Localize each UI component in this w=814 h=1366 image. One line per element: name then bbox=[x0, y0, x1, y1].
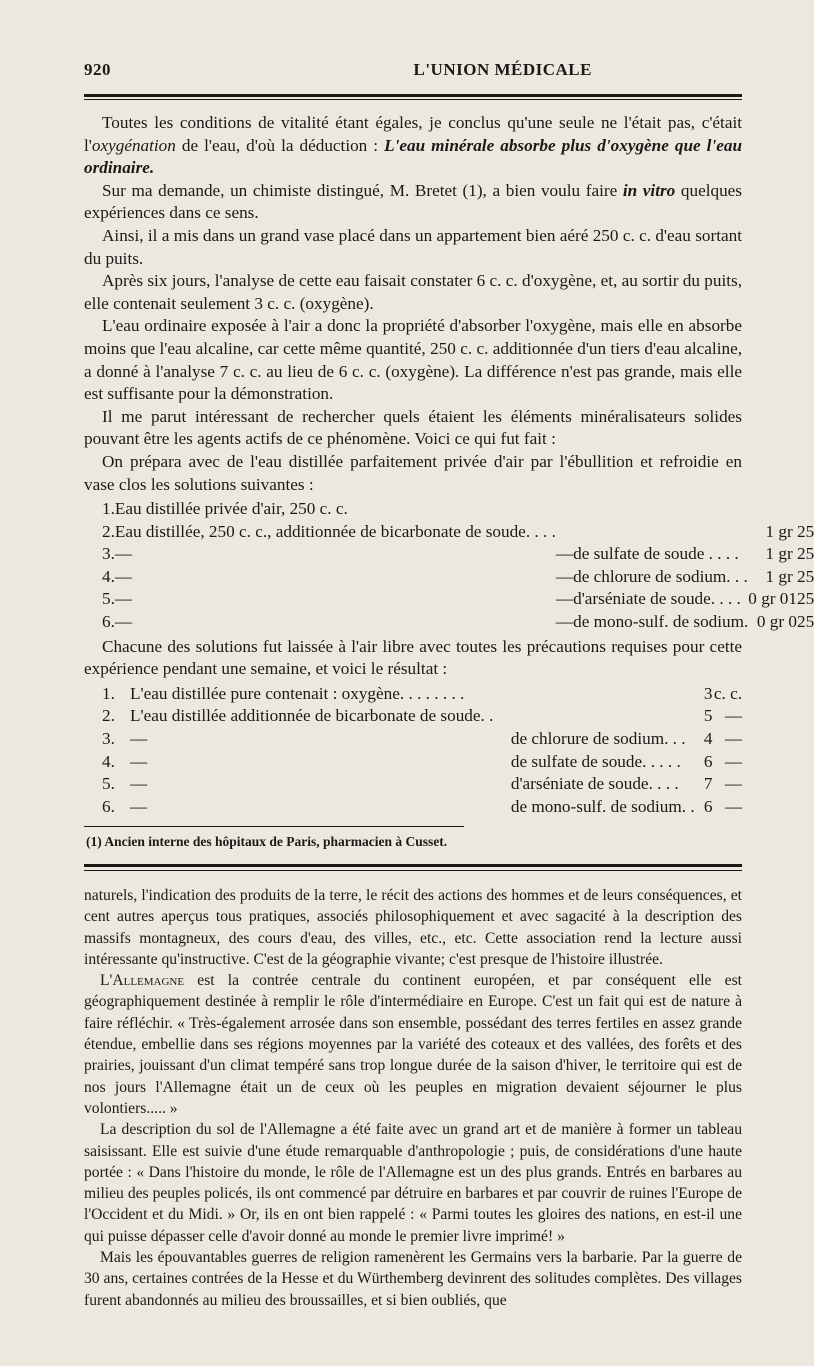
result-number: 5. bbox=[102, 774, 115, 794]
paragraph: L'eau ordinaire exposée à l'air a donc la propriété d'absorber l'oxygène, mais elle en absorbe moins que l'eau alcaline, car cette même quantité, 250 c. c. additionnée d'un tiers d'eau alcaline, a donné à l'analyse 7 c. c. au lieu de 6 c. c. (oxygène). La différence n'est pas grande, mais elle est suffisante pour la démonstration. bbox=[84, 316, 742, 404]
header-rule bbox=[84, 94, 742, 97]
result-row bbox=[84, 751, 742, 774]
solution-additive bbox=[573, 521, 748, 544]
solution-additive: de mono-sulf. de sodium. bbox=[573, 612, 749, 632]
solution-quantity: 1 gr 25 bbox=[765, 521, 814, 541]
result-value: 4 bbox=[703, 729, 713, 749]
result-row bbox=[84, 773, 742, 796]
result-unit: c. c. bbox=[713, 683, 742, 703]
result-row bbox=[84, 683, 742, 706]
paragraph: Toutes les conditions de vitalité étant égales, je conclus qu'une seule ne l'était pas, c'était l'oxygénation de l'eau, d'où la déduction : L'eau minérale absorbe plus d'oxygène que l'eau ordinaire. bbox=[84, 113, 743, 178]
paragraph: La description du sol de l'Allemagne a été faite avec un grand art et de manière à former un tableau saisissant. Elle est suivie d'une étude remarquable d'anthropologie ; puis, de considérations d'une haute portée : « Dans l'histoire du monde, le rôle de l'Allemagne est un des plus grands. Entrés en barbares au milieu des peuples policés, ils ont commencé par détruire en barbares et par couvrir de ruines l'Europe de l'Occident et du Midi. » Or, ils en ont bien rappelé : « Parmi toutes les gloires des nations, en est-il une qui puisse dépasser celle d'avoir donné au monde le premier livre imprimé! » bbox=[84, 1121, 742, 1245]
result-value: 6 bbox=[703, 751, 713, 771]
section-separator-thin bbox=[84, 870, 742, 871]
result-number: 2. bbox=[102, 706, 115, 726]
result-row bbox=[84, 796, 742, 819]
article-body bbox=[84, 112, 814, 854]
result-label: — bbox=[130, 774, 148, 794]
solution-base: Eau distillée, 250 c. c., additionnée de bicarbonate de soude. . . . bbox=[114, 521, 556, 541]
result-additive: de chlorure de sodium. . . bbox=[510, 729, 686, 749]
page-number: 920 bbox=[84, 60, 111, 79]
result-number: 1. bbox=[102, 683, 115, 703]
paragraph: L'Allemagne est la contrée centrale du continent européen, et par conséquent elle est géographiquement destinée à remplir le rôle d'intermédiaire en Europe. C'est un fait qui est de nature à faire réfléchir. « Très-également arrosée dans son ensemble, possédant des terres fertiles en assez grande étendue, embellie dans ses régions moyennes par la variété des coteaux et des vallées, des forêts et des prairies, jouissant d'un climat tempéré sans trop longue durée de la saison d'hiver, le territoire qui est de nos jours l'Allemagne était un de ceux où les peuples en migration devaient séjourner le plus volontiers..... » bbox=[84, 972, 742, 1117]
paragraph: Après six jours, l'analyse de cette eau faisait constater 6 c. c. d'oxygène, et, au sortir du puits, elle contenait seulement 3 c. c. (oxygène). bbox=[84, 271, 742, 313]
paragraph: On prépara avec de l'eau distillée parfaitement privée d'air par l'ébullition et refroidie en vase clos les solutions suivantes : bbox=[84, 451, 742, 494]
solution-additive: de chlorure de sodium. . . bbox=[573, 566, 748, 586]
solution-ditto: — bbox=[555, 612, 574, 632]
solution-ditto bbox=[556, 521, 573, 544]
solution-quantity: 0 gr 0125 bbox=[748, 589, 814, 609]
solution-base: — bbox=[114, 612, 133, 632]
result-value: 6 bbox=[703, 796, 713, 816]
result-number: 3. bbox=[102, 729, 115, 749]
paragraph: Sur ma demande, un chimiste distingué, M. Bretet (1), a bien voulu faire in vitro quelques expériences dans ce sens. bbox=[84, 180, 742, 223]
result-unit: — bbox=[724, 774, 742, 794]
result-unit: — bbox=[724, 706, 742, 726]
solutions-table bbox=[84, 498, 814, 634]
result-additive bbox=[511, 683, 704, 706]
footnote-rule bbox=[84, 826, 464, 827]
header-rule-thin bbox=[84, 99, 742, 100]
solution-number: 5. bbox=[102, 589, 115, 609]
solution-ditto bbox=[556, 498, 573, 521]
solution-row bbox=[84, 521, 814, 544]
solution-quantity: 1 gr 25 bbox=[765, 566, 814, 586]
solution-quantity bbox=[748, 498, 814, 521]
solution-ditto: — bbox=[555, 589, 574, 609]
result-unit: — bbox=[724, 729, 742, 749]
solution-quantity: 0 gr 025 bbox=[756, 612, 814, 632]
page-header bbox=[84, 60, 742, 80]
solution-row bbox=[84, 498, 814, 521]
result-label: — bbox=[130, 751, 148, 771]
solution-quantity: 1 gr 25 bbox=[765, 544, 814, 564]
result-label: L'eau distillée additionnée de bicarbonate de soude. . bbox=[130, 706, 494, 726]
solution-base: — bbox=[114, 544, 133, 564]
result-additive: de mono-sulf. de sodium. . bbox=[510, 796, 695, 816]
result-label: L'eau distillée pure contenait : oxygène. . . . . . . . bbox=[130, 683, 465, 703]
result-unit: — bbox=[724, 751, 742, 771]
footnote: (1) Ancien interne des hôpitaux de Paris, pharmacien à Cusset. bbox=[86, 834, 448, 850]
paragraph: Mais les épouvantables guerres de religion ramenèrent les Germains vers la barbarie. Par la guerre de 30 ans, certaines contrées de la Hesse et du Würthemberg devinrent des solitudes complètes. Des villages furent abandonnés au milieu des broussailles, et si bien oubliés, que bbox=[84, 1249, 742, 1309]
result-number: 6. bbox=[102, 796, 115, 816]
solution-row bbox=[84, 566, 814, 589]
solution-base: — bbox=[114, 566, 133, 586]
solution-number: 1. bbox=[102, 499, 115, 519]
solution-ditto: — bbox=[555, 566, 574, 586]
solution-row bbox=[84, 543, 814, 566]
solution-base: — bbox=[114, 589, 133, 609]
solution-row bbox=[84, 611, 814, 634]
result-additive: d'arséniate de soude. . . . bbox=[510, 774, 679, 794]
result-value: 7 bbox=[703, 774, 713, 794]
journal-title: L'UNION MÉDICALE bbox=[413, 60, 592, 79]
solution-additive bbox=[573, 498, 748, 521]
result-additive: de sulfate de soude. . . . . bbox=[510, 751, 681, 771]
solution-number: 4. bbox=[102, 566, 115, 586]
section-separator bbox=[84, 864, 742, 867]
result-row bbox=[84, 705, 742, 728]
results-table bbox=[84, 683, 742, 819]
solution-number: 6. bbox=[102, 612, 115, 632]
result-additive bbox=[511, 705, 704, 728]
paragraph: naturels, l'indication des produits de la terre, le récit des actions des hommes et de leurs conséquences, et cent autres aperçus tous pratiques, associés philosophiquement et avec sagacité à la description des massifs montagneux, des cours d'eau, des villes, etc., etc. Cette association rend la lecture aussi intéressante qu'instructive. C'est de la géographie vivante; c'est presque de l'histoire illustrée. bbox=[84, 887, 742, 968]
solution-additive: de sulfate de soude . . . . bbox=[573, 544, 739, 564]
solution-row bbox=[84, 588, 814, 611]
result-value: 3 bbox=[703, 683, 713, 703]
solution-ditto: — bbox=[555, 544, 574, 564]
review-column bbox=[84, 885, 742, 1311]
result-value: 5 bbox=[703, 706, 713, 726]
paragraph: Il me parut intéressant de rechercher quels étaient les éléments minéralisateurs solides pouvant être les agents actifs de ce phénomène. Voici ce qui fut fait : bbox=[84, 406, 742, 449]
solution-base: Eau distillée privée d'air, 250 c. c. bbox=[114, 499, 348, 519]
paragraph: Ainsi, il a mis dans un grand vase placé dans un appartement bien aéré 250 c. c. d'eau sortant du puits. bbox=[84, 225, 742, 268]
solution-additive: d'arséniate de soude. . . . bbox=[573, 589, 741, 609]
result-label: — bbox=[130, 796, 148, 816]
result-row bbox=[84, 728, 742, 751]
result-label: — bbox=[130, 729, 148, 749]
solution-number: 2. bbox=[102, 521, 115, 541]
result-number: 4. bbox=[102, 751, 115, 771]
result-unit: — bbox=[724, 796, 742, 816]
paragraph: Chacune des solutions fut laissée à l'air libre avec toutes les précautions requises pour cette expérience pendant une semaine, et voici le résultat : bbox=[84, 636, 742, 679]
solution-number: 3. bbox=[102, 544, 115, 564]
